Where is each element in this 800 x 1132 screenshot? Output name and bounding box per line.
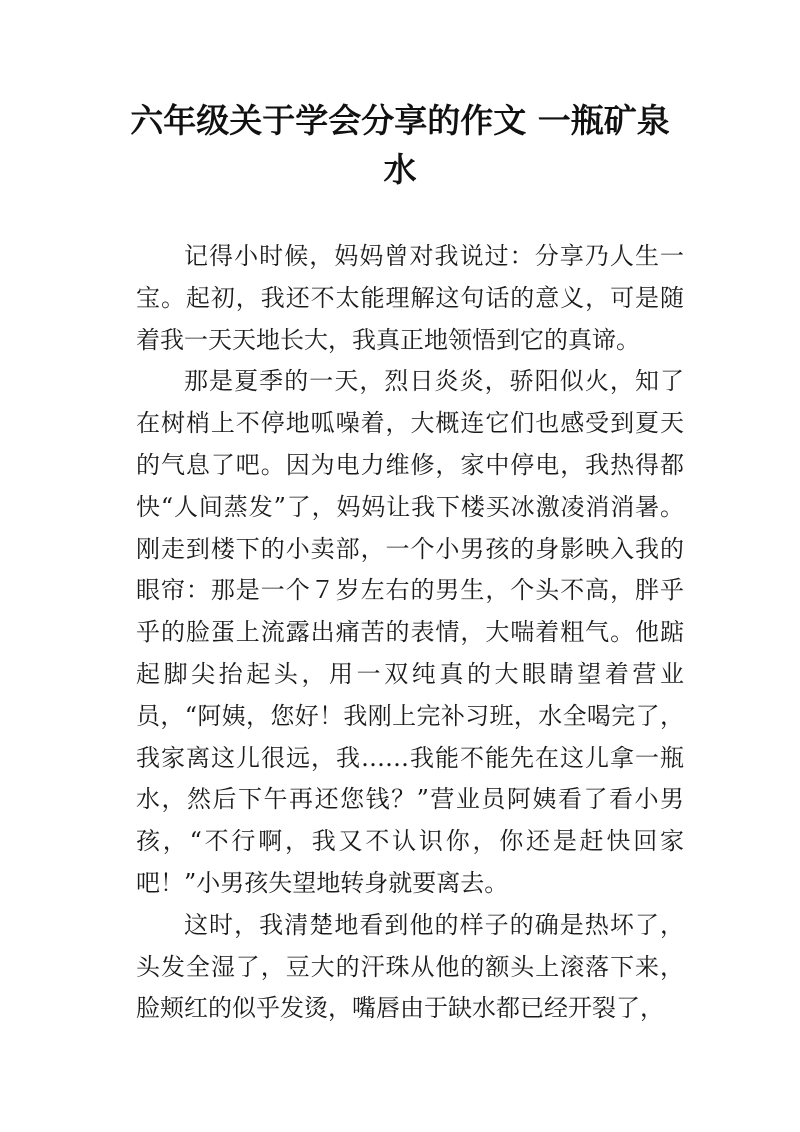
paragraph-2: 那是夏季的一天，烈日炎炎，骄阳似火，知了在树梢上不停地呱噪着，大概连它们也感受到夏天的气息了吧。因为电力维修，家中停电，我热得都快“人间蒸发”了，妈妈让我下楼买冰激凌消消暑。刚走到楼下的小卖部，一个小男孩的身影映入我的眼帘：那是一个７岁左右的男生，个头不高，胖乎乎的脸蛋上流露出痛苦的表情，大喘着粗气。他踮起脚尖抬起头，用一双纯真的大眼睛望着营业员，“阿姨，您好！我刚上完补习班，水全喝完了，我家离这儿很远，我……我能不能先在这儿拿一瓶水，然后下午再还您钱？”营业员阿姨看了看小男孩，“不行啊，我又不认识你，你还是赶快回家吧！”小男孩失望地转身就要离去。	[136, 367, 684, 897]
paragraph-3: 这时，我清楚地看到他的样子的确是热坏了，头发全湿了，豆大的汗珠从他的额头上滚落下来，脸颊红的似乎发烫，嘴唇由于缺水都已经开裂了，	[136, 910, 684, 1023]
document-body	[136, 236, 684, 1030]
document-title: 六年级关于学会分享的作文 一瓶矿泉水	[130, 101, 670, 189]
paragraph-1: 记得小时候，妈妈曾对我说过：分享乃人生一宝。起初，我还不太能理解这句话的意义，可是随着我一天天地长大，我真正地领悟到它的真谛。	[136, 242, 684, 354]
